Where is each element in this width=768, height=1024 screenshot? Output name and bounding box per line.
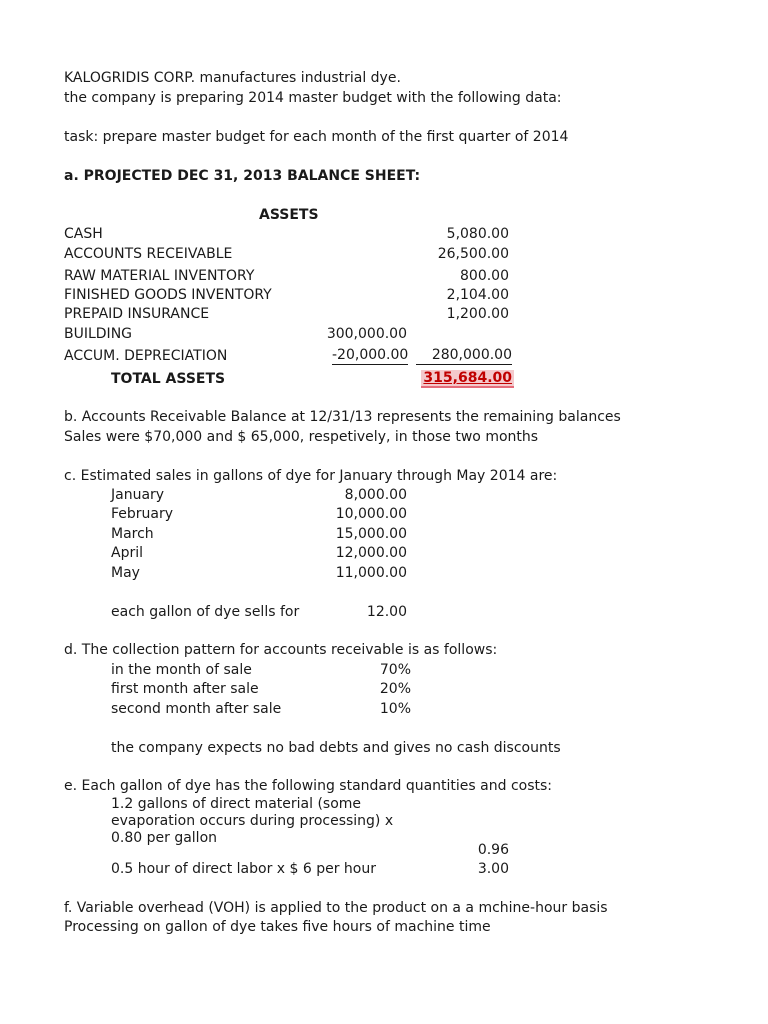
- row-value-raw-material: 800.00: [460, 268, 509, 284]
- bad-debts-note: the company expects no bad debts and gives no cash discounts: [111, 740, 561, 756]
- voh-line-1: f. Variable overhead (VOH) is applied to the product on a a mchine-hour basis: [64, 900, 608, 916]
- month-gallons: 10,000.00: [335, 506, 407, 522]
- ar-note-line-1: b. Accounts Receivable Balance at 12/31/13 represents the remaining balances: [64, 409, 621, 425]
- material-line-2: evaporation occurs during processing) x: [111, 813, 394, 829]
- total-assets-cell: [414, 369, 514, 387]
- row-value-finished-goods: 2,104.00: [446, 287, 509, 303]
- row-label-prepaid-insurance: PREPAID INSURANCE: [64, 306, 210, 322]
- row-label-cash: CASH: [64, 226, 103, 242]
- row-label-building: BUILDING: [64, 326, 133, 342]
- month-gallons: 11,000.00: [335, 565, 407, 581]
- row-value-building: 300,000.00: [326, 326, 407, 342]
- month-gallons: 8,000.00: [344, 487, 407, 503]
- row-value-prepaid-insurance: 1,200.00: [446, 306, 509, 322]
- month-label: May: [111, 565, 140, 581]
- collection-label: in the month of sale: [111, 662, 252, 678]
- labor-cost-value: 3.00: [477, 861, 509, 877]
- collection-pattern-title: d. The collection pattern for accounts receivable is as follows:: [64, 642, 498, 658]
- row-label-accum-depreciation: ACCUM. DEPRECIATION: [64, 348, 228, 364]
- price-value: 12.00: [366, 604, 407, 620]
- material-line-1: 1.2 gallons of direct material (some: [111, 796, 362, 812]
- collection-pct: 10%: [379, 701, 411, 717]
- row-value-net-building: 280,000.00: [416, 347, 512, 365]
- collection-label: second month after sale: [111, 701, 282, 717]
- voh-line-2: Processing on gallon of dye takes five hours of machine time: [64, 919, 491, 935]
- month-label: March: [111, 526, 154, 542]
- standard-costs-title: e. Each gallon of dye has the following standard quantities and costs:: [64, 778, 553, 794]
- material-line-3: 0.80 per gallon: [111, 830, 218, 846]
- row-value-accounts-receivable: 26,500.00: [437, 246, 509, 262]
- collection-label: first month after sale: [111, 681, 259, 697]
- sales-estimate-title: c. Estimated sales in gallons of dye for January through May 2014 are:: [64, 468, 558, 484]
- month-gallons: 12,000.00: [335, 545, 407, 561]
- row-label-finished-goods: FINISHED GOODS INVENTORY: [64, 287, 272, 303]
- intro-line-2: the company is preparing 2014 master budget with the following data:: [64, 90, 562, 106]
- total-assets-value: 315,684.00: [423, 370, 512, 386]
- month-gallons: 15,000.00: [335, 526, 407, 542]
- assets-header: ASSETS: [259, 207, 319, 223]
- collection-pct: 70%: [379, 662, 411, 678]
- row-label-raw-material: RAW MATERIAL INVENTORY: [64, 268, 255, 284]
- intro-line-1: KALOGRIDIS CORP. manufactures industrial dye.: [64, 70, 401, 86]
- material-cost-value: 0.96: [477, 842, 509, 858]
- row-label-accounts-receivable: ACCOUNTS RECEIVABLE: [64, 246, 233, 262]
- month-label: January: [111, 487, 165, 503]
- price-label: each gallon of dye sells for: [111, 604, 300, 620]
- row-value-accum-depreciation: -20,000.00: [332, 347, 409, 363]
- month-label: April: [111, 545, 143, 561]
- row-value-cash: 5,080.00: [446, 226, 509, 242]
- balance-sheet-title: a. PROJECTED DEC 31, 2013 BALANCE SHEET:: [64, 168, 421, 184]
- collection-pct: 20%: [379, 681, 411, 697]
- ar-note-line-2: Sales were $70,000 and $ 65,000, respetively, in those two months: [64, 429, 539, 445]
- total-assets-label: TOTAL ASSETS: [111, 371, 226, 387]
- task-line: task: prepare master budget for each month of the first quarter of 2014: [64, 129, 569, 145]
- labor-label: 0.5 hour of direct labor x $ 6 per hour: [111, 861, 377, 877]
- month-label: February: [111, 506, 174, 522]
